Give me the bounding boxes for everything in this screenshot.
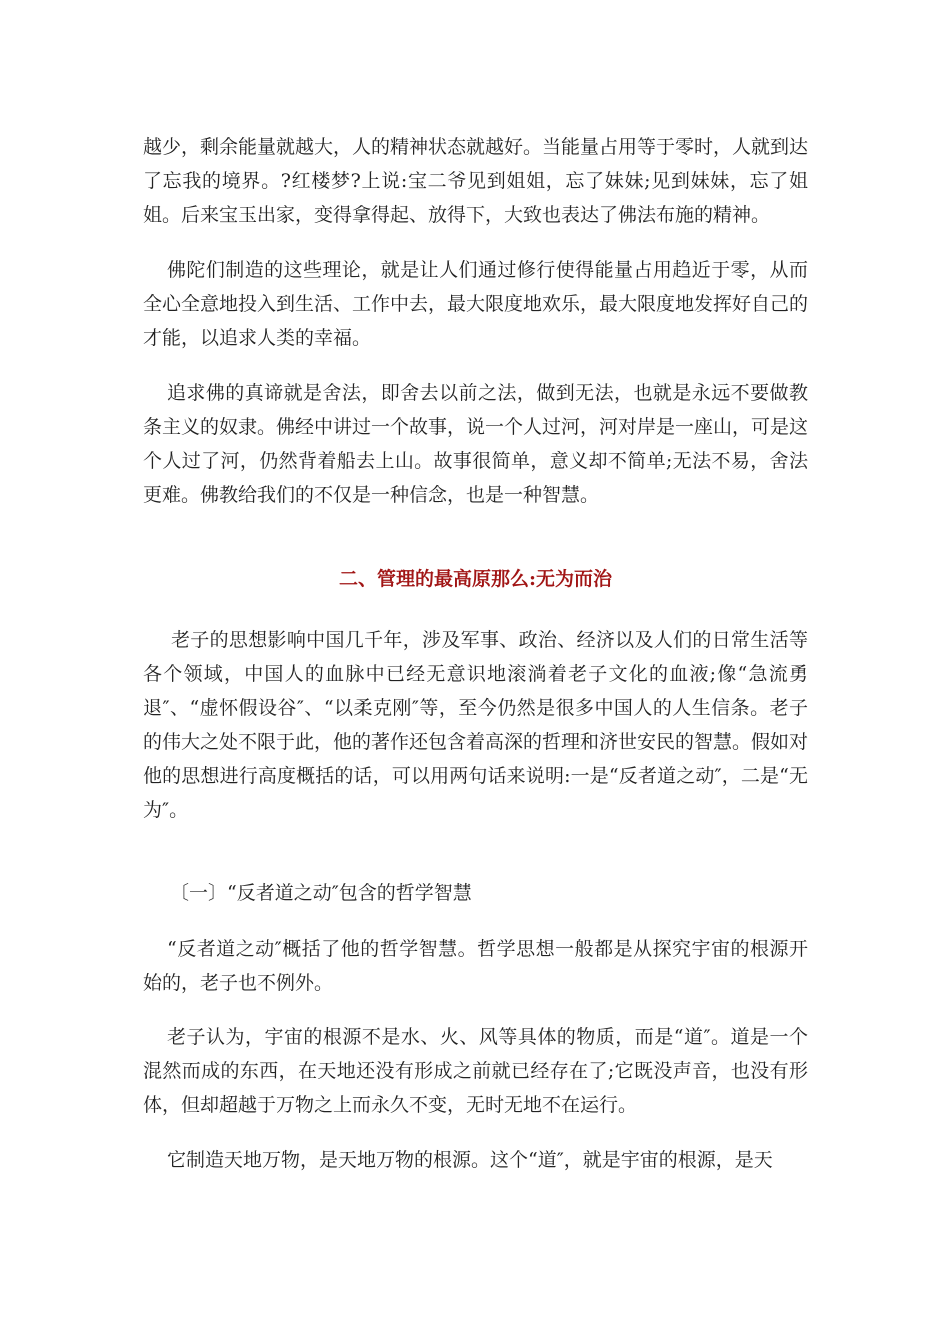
subsection-heading: 〔一〕“反者道之动″包含的哲学智慧 <box>170 882 472 904</box>
paragraph-reversal: “反者道之动″概括了他的哲学智慧。哲学思想一般都是从探究宇宙的根源开始的，老子也不例外。 <box>143 938 808 994</box>
paragraph-dao-creation: 它制造天地万物，是天地万物的根源。这个“道″，就是宇宙的根源，是天 <box>167 1149 773 1171</box>
paragraph-abandon-dharma: 追求佛的真谛就是舍法，即舍去以前之法，做到无法，也就是永远不要做教条主义的奴隶。佛经中讲过一个故事，说一个人过河，河对岸是一座山，可是这个人过了河，仍然背着船去上山。故事很简单，意义却不简单;无法不易，舍法更难。佛教给我们的不仅是一种信念，也是一种智慧。 <box>143 382 809 506</box>
paragraph-laozi: 老子的思想影响中国几千年，涉及军事、政治、经济以及人们的日常生活等各个领域，中国人的血脉中已经无意识地滚淌着老子文化的血液;像“急流勇退″、“虚怀假设谷″、“以柔克刚″等，至今仍然是很多中国人的人生信条。老子的伟大之处不限于此，他的著作还包含着高深的哲理和济世安民的智慧。假如对他的思想进行高度概括的话，可以用两句话来说明:一是“反者道之动″，二是“无为″。 <box>143 629 809 821</box>
paragraph-buddha-theory: 佛陀们制造的这些理论，就是让人们通过修行使得能量占用趋近于零，从而全心全意地投入到生活、工作中去，最大限度地欢乐，最大限度地发挥好自己的才能，以追求人类的幸福。 <box>143 259 809 349</box>
section-heading: 二、管理的最高原那么:无为而治 <box>338 568 612 590</box>
paragraph-dao-origin: 老子认为，宇宙的根源不是水、火、风等具体的物质，而是“道″。道是一个混然而成的东西，在天地还没有形成之前就已经存在了;它既没声音，也没有形体，但却超越于万物之上而永久不变，无时无地不在运行。 <box>143 1026 808 1116</box>
paragraph-energy: 越少，剩余能量就越大，人的精神状态就越好。当能量占用等于零时，人就到达了忘我的境界。?红楼梦?上说:宝二爷见到姐姐，忘了妹妹;见到妹妹，忘了姐姐。后来宝玉出家，变得拿得起、放得下，大致也表达了佛法布施的精神。 <box>143 136 809 226</box>
